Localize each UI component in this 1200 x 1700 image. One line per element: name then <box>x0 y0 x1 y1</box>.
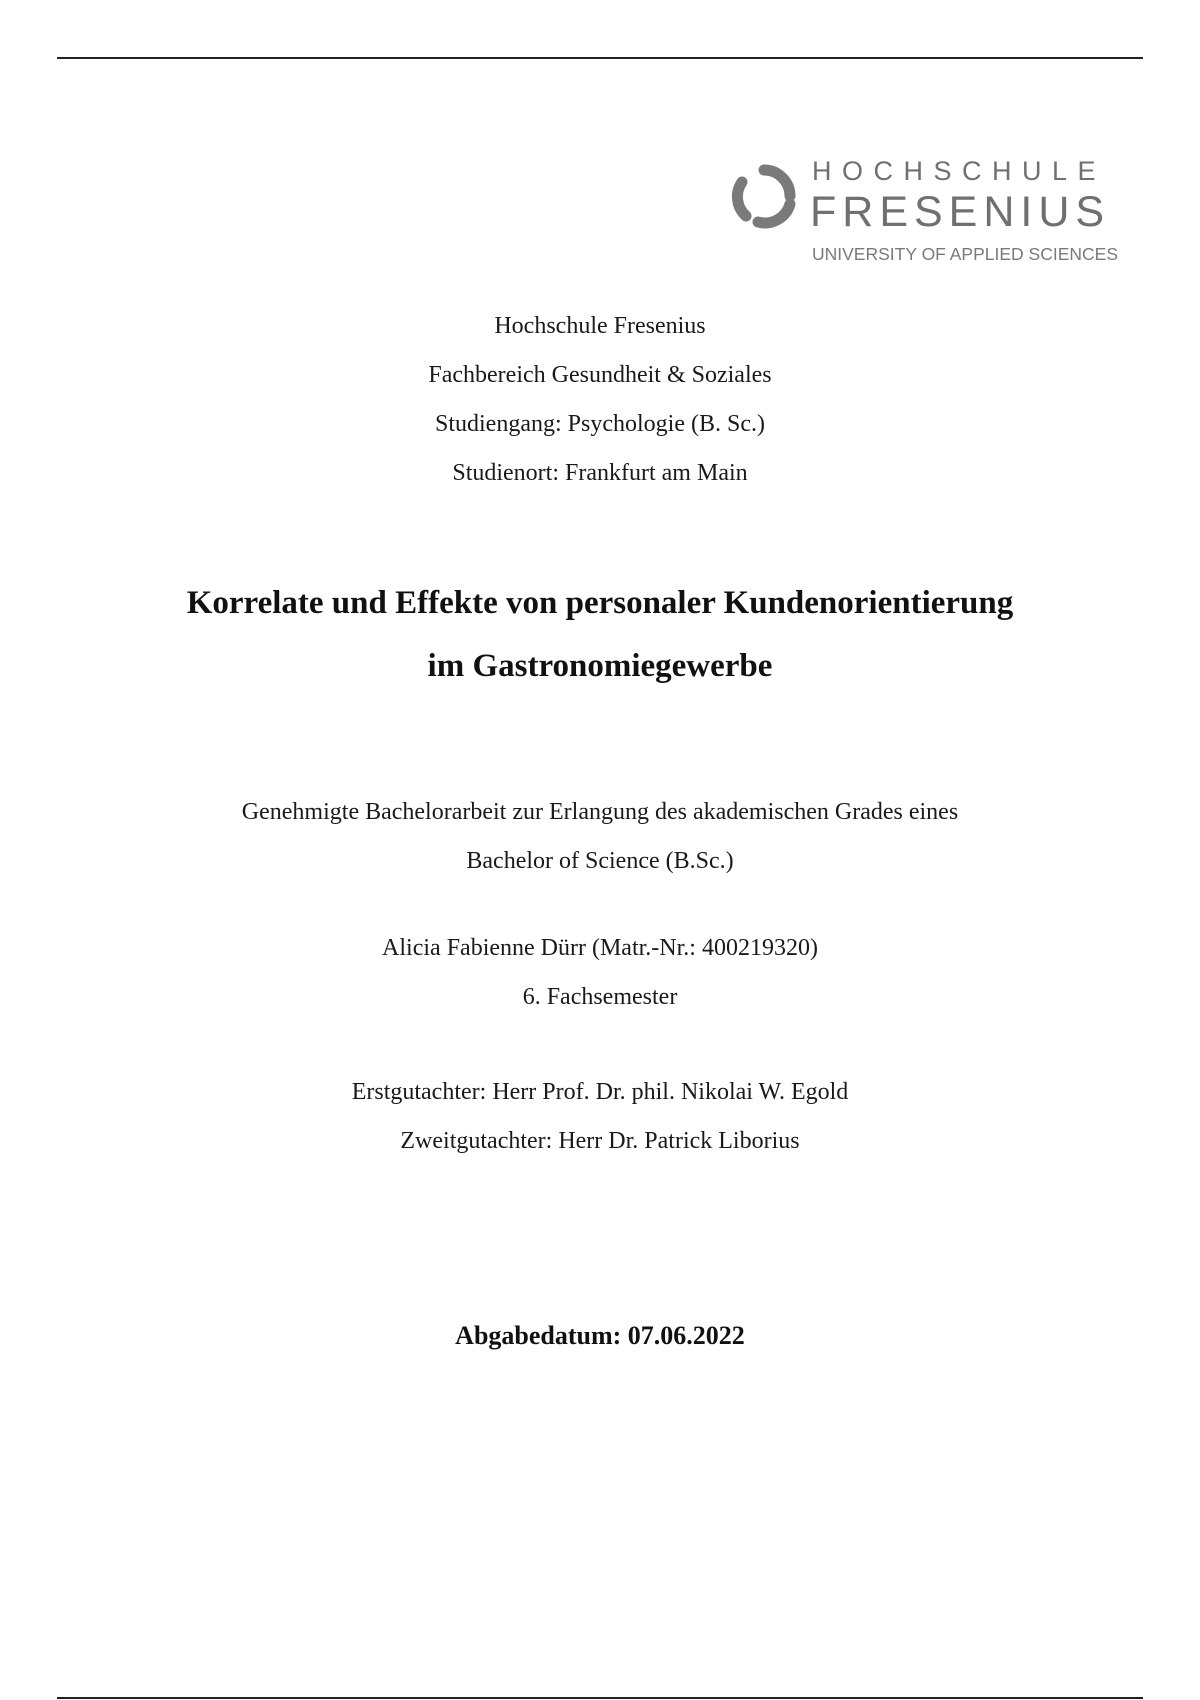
thesis-title <box>0 572 1200 698</box>
institution-name: Hochschule Fresenius <box>494 313 706 339</box>
second-reviewer: Zweitgutachter: Herr Dr. Patrick Liborius <box>400 1128 800 1154</box>
submission-date-text: Abgabedatum: 07.06.2022 <box>455 1321 745 1350</box>
degree-statement-line-1: Genehmigte Bachelorarbeit zur Erlangung des akademischen Grades eines <box>241 799 959 825</box>
first-reviewer: Erstgutachter: Herr Prof. Dr. phil. Nikolai W. Egold <box>351 1079 849 1105</box>
logo-wordmark-top: HOCHSCHULE <box>812 156 1107 186</box>
logo-tagline: UNIVERSITY OF APPLIED SCIENCES <box>812 244 1119 264</box>
author-block <box>0 924 1200 1022</box>
study-program: Studiengang: Psychologie (B. Sc.) <box>435 411 765 437</box>
degree-statement-line-2: Bachelor of Science (B.Sc.) <box>466 848 734 874</box>
author-name: Alicia Fabienne Dürr (Matr.-Nr.: 400219320) <box>382 935 818 961</box>
degree-statement <box>0 788 1200 886</box>
department: Fachbereich Gesundheit & Soziales <box>428 362 772 388</box>
university-logo <box>728 152 1128 272</box>
top-rule <box>57 57 1143 59</box>
submission-date <box>0 1316 1200 1356</box>
fresenius-logo-icon <box>728 160 800 232</box>
study-location: Studienort: Frankfurt am Main <box>452 460 748 486</box>
author-semester: 6. Fachsemester <box>522 984 678 1010</box>
thesis-title-line-1: Korrelate und Effekte von personaler Kundenorientierung <box>186 585 1014 621</box>
reviewers-block <box>0 1068 1200 1166</box>
bottom-rule <box>57 1697 1143 1699</box>
institution-block <box>0 302 1200 498</box>
thesis-title-line-2: im Gastronomiegewerbe <box>427 648 773 684</box>
logo-wordmark-main: FRESENIUS <box>810 188 1111 236</box>
